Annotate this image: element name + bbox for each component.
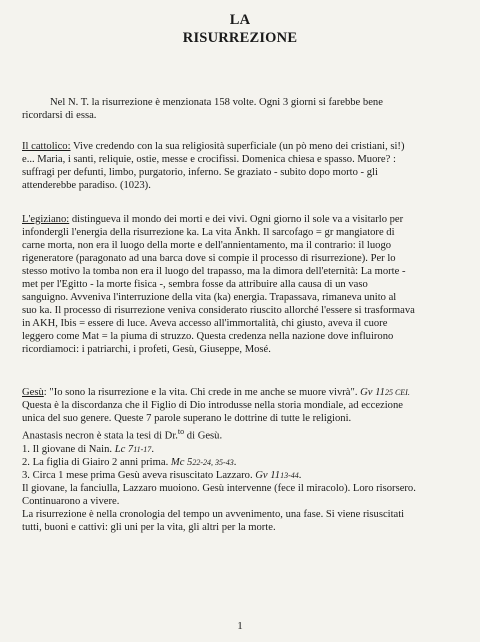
egiziano-label: L'egiziano: — [22, 214, 70, 225]
gesu-ref: Gv 11 — [360, 387, 385, 398]
cattolico-paragraph — [22, 140, 474, 192]
gesu-after-line: tutti, buoni e cattivi: gli uni per la vita, gli altri per la morte. — [22, 521, 276, 533]
list-item-tail: . — [298, 469, 302, 481]
gesu-section — [22, 386, 474, 534]
egiziano-line: infondergli l'energia della risurrezione ka. La vita Ānkh. Il sarcofago = gr mangiatore di — [22, 227, 395, 238]
list-item — [22, 443, 474, 456]
egiziano-line: sanguigno. Avveniva l'interruzione della vita (ka) energia. Trapassava, rimaneva unito al — [22, 292, 397, 303]
list-item-ref-small: 22-24, 35-43 — [192, 457, 234, 467]
anastasis-sup: to — [177, 427, 185, 436]
cattolico-label: Il cattolico: — [22, 141, 71, 152]
list-item-ref-small: 13-44 — [280, 470, 299, 480]
list-item-text: 1. Il giovane di Nain. — [22, 443, 115, 455]
gesu-after-line: Continuarono a vivere. — [22, 495, 120, 507]
egiziano-line: rigeneratore (paragonato ad una barca dove si compie il processo di risurrezione). Per lo — [22, 253, 396, 264]
intro-line: Nel N. T. la risurrezione è menzionata 158 volte. Ogni 3 giorni si farebbe bene — [50, 97, 383, 108]
egiziano-line: in AKH, Ibis = essere di luce. Aveva accesso all'immortalità, chi giusto, aveva il cuore — [22, 318, 388, 329]
gesu-line: Questa è la discordanza che il Figlio di Dio introdusse nella storia mondiale, ad eccezione — [22, 400, 403, 411]
list-item-tail: . — [233, 456, 237, 468]
list-item — [22, 469, 474, 482]
list-item-tail: . — [151, 443, 154, 455]
cattolico-line: e... Maria, i santi, reliquie, ostie, messe e crocifissi. Domenica chiesa e spasso. Muore? : — [22, 154, 396, 165]
cattolico-line: attenderebbe paradiso. (1023). — [22, 180, 151, 191]
title-line-1: LA — [229, 12, 251, 28]
list-item-ref: Lc 7 — [114, 443, 134, 455]
title-line-2: RISURREZIONE — [182, 30, 298, 46]
page-number: 1 — [237, 620, 243, 632]
gesu-after-line: Il giovane, la fanciulla, Lazzaro muoiono. Gesù intervenne (fece il miracolo). Loro risorsero. — [22, 482, 416, 494]
list-item-text: 3. Circa 1 mese prima Gesù aveva risuscitato Lazzaro. — [22, 469, 256, 481]
gesu-line: unica del suo genere. Queste 7 parole superano le dottrine di tutte le religioni. — [22, 413, 352, 424]
cattolico-line: suffragi per defunti, limbo, purgatorio, inferno. Se graziato - subito dopo morto - gli — [22, 167, 378, 178]
cattolico-first-line: Vive credendo con la sua religiosità superficiale (un pò meno dei cristiani, si!) — [70, 141, 405, 152]
gesu-after-line: La risurrezione è nella cronologia del tempo un avvenimento, una fase. Si viene risuscitati — [22, 508, 405, 520]
egiziano-line: leggero come Mat = la piuma di struzzo. Questa credenza nella nazione dove influirono — [22, 331, 394, 342]
list-item-text: 2. La figlia di Giairo 2 anni prima. — [22, 456, 171, 468]
anastasis-text: Anastasis necron è stata la tesi di Dr. — [22, 430, 178, 442]
gesu-quote: : "Io sono la risurrezione e la vita. Chi crede in me anche se muore vivrà". — [43, 387, 361, 398]
gesu-ref-small: 25 CEI. — [384, 388, 410, 397]
egiziano-first-line: distingueva il mondo dei morti e dei vivi. Ogni giorno il sole va a visitarlo per — [69, 214, 404, 225]
intro-paragraph — [22, 96, 474, 122]
egiziano-line: ricordiamoci: i patriarchi, i profeti, Gesù, Giuseppe, Mosé. — [22, 344, 271, 355]
gesu-label: Gesù — [22, 387, 44, 398]
anastasis-tail: di Gesù. — [184, 430, 223, 442]
egiziano-line: suo ka. Il processo di risurrezione veniva considerato riuscito allorché l'essere si trasformava — [22, 305, 415, 316]
list-item — [22, 456, 474, 469]
egiziano-line: stesso motivo la tomba non era il luogo del trapasso, ma la dimora dell'eternità: La morte - — [22, 266, 406, 277]
egiziano-line: met per l'Egitto - la morte fisica -, sembra fosse da attribuire alla causa di un vaso — [22, 279, 368, 290]
list-item-ref: Gv 11 — [255, 469, 281, 481]
egiziano-paragraph — [22, 213, 474, 356]
intro-line: ricordarsi di essa. — [22, 110, 97, 121]
list-item-ref-small: 11-17 — [133, 444, 152, 454]
list-item-ref: Mc 5 — [170, 456, 193, 468]
egiziano-line: carne morta, non era il luogo della morte e dell'annientamento, ma il contrario: il luogo — [22, 240, 392, 251]
